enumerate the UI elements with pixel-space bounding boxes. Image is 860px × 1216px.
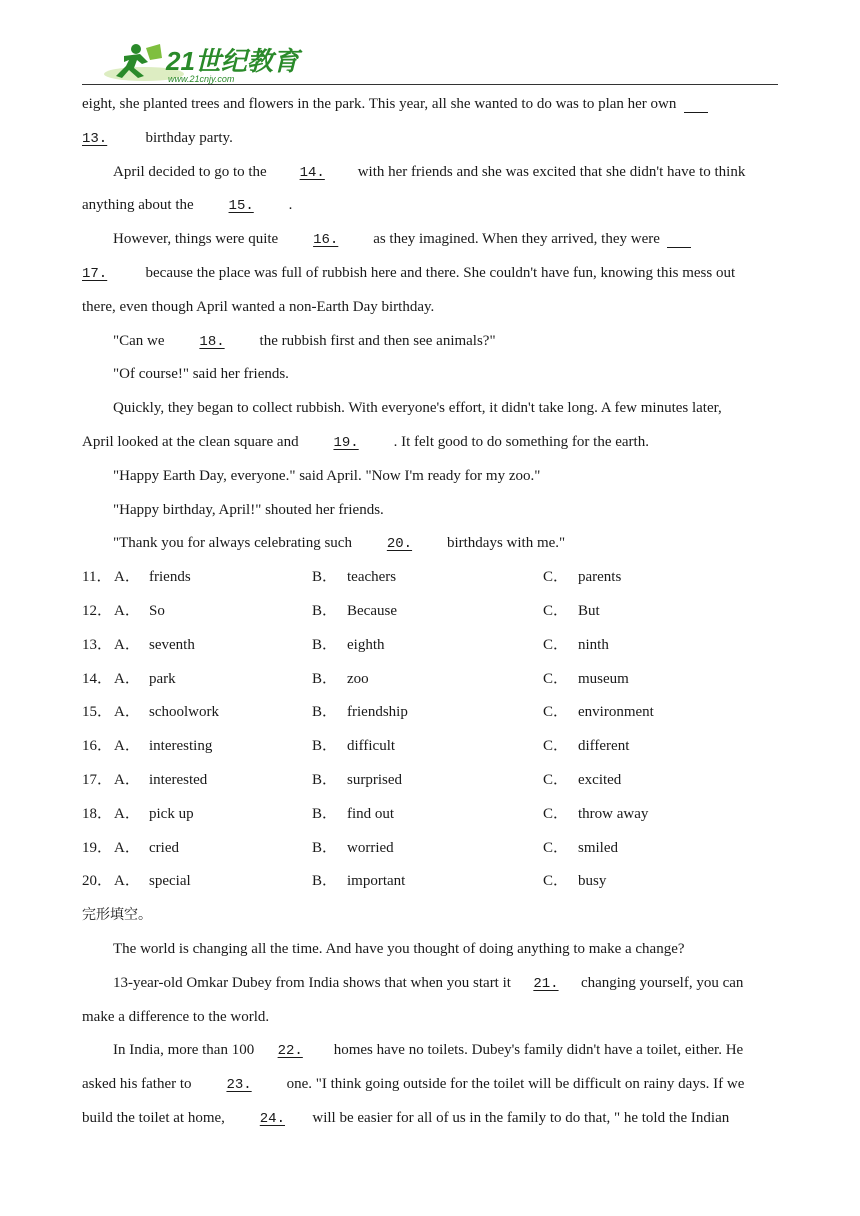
option-row: 17． A． interested B． surprised C． excited <box>82 771 622 788</box>
option-row: 14． A． park B． zoo C． museum <box>82 670 629 687</box>
text-line: there, even though April wanted a non-Earth Day birthday. <box>82 298 435 315</box>
text-line: "Can we 18. the rubbish first and then see animals?" <box>82 325 778 359</box>
option-row: 16． A． interesting B． difficult C． different <box>82 738 630 755</box>
blank-17: 17. <box>82 265 108 282</box>
text-line: make a difference to the world. <box>82 1008 270 1025</box>
text-line: "Of course!" said her friends. <box>113 366 289 383</box>
text-line: anything about the 15. . <box>82 189 778 223</box>
text-line: "Happy Earth Day, everyone." said April. "Now I'm ready for my zoo." <box>113 467 541 484</box>
text-line: 13. birthday party. <box>82 122 778 156</box>
option-row: 12． A． So B． Because C． But <box>82 602 600 619</box>
document-body <box>82 88 778 1136</box>
blank-23: 23. <box>226 1077 252 1094</box>
option-row: 19． A． cried B． worried C． smiled <box>82 839 618 856</box>
text-line: 17. because the place was full of rubbish here and there. She couldn't have fun, knowing this mess out <box>82 257 778 291</box>
section-title: 完形填空。 <box>82 907 152 924</box>
blank-18: 18. <box>199 333 225 350</box>
text-line: build the toilet at home, 24. will be easier for all of us in the family to do that, " he told the Indian <box>82 1102 778 1136</box>
text-line: "Happy birthday, April!" shouted her friends. <box>113 501 384 518</box>
option-row: 20． A． special B． important C． busy <box>82 873 607 890</box>
page-header <box>82 38 778 86</box>
blank-13: 13. <box>82 130 108 147</box>
text-line: April looked at the clean square and 19. . It felt good to do something for the earth. <box>82 426 778 460</box>
svg-text:www.21cnjy.com: www.21cnjy.com <box>168 74 235 84</box>
text-line: "Thank you for always celebrating such 20. birthdays with me." <box>82 527 778 561</box>
runner-logo-icon <box>104 42 299 84</box>
blank-15: 15. <box>228 198 254 215</box>
option-row: 15． A． schoolwork B． friendship C． environment <box>82 704 654 721</box>
blank-line <box>667 231 691 248</box>
option-row: 18． A． pick up B． find out C． throw away <box>82 805 649 822</box>
options-list <box>82 561 778 899</box>
text-line: The world is changing all the time. And have you thought of doing anything to make a change? <box>113 940 685 957</box>
text-line: Quickly, they began to collect rubbish. With everyone's effort, it didn't take long. A few minutes later, <box>113 400 722 417</box>
blank-19: 19. <box>333 434 359 451</box>
blank-21: 21. <box>533 975 559 992</box>
blank-24: 24. <box>259 1110 285 1127</box>
blank-22: 22. <box>277 1043 303 1060</box>
blank-line <box>684 96 708 113</box>
svg-text:21世纪教育: 21世纪教育 <box>166 46 299 76</box>
text-line: eight, she planted trees and flowers in the park. This year, all she wanted to do was to plan her own <box>82 88 778 122</box>
text-line: April decided to go to the 14. with her friends and she was excited that she didn't have to think <box>82 156 778 190</box>
option-row: 13． A． seventh B． eighth C． ninth <box>82 636 609 653</box>
blank-14: 14. <box>299 164 325 181</box>
blank-20: 20. <box>386 536 413 553</box>
blank-16: 16. <box>313 232 339 249</box>
option-row: 11． A． friends B． teachers C． parents <box>82 569 622 586</box>
header-divider <box>82 84 778 85</box>
text-line: 13-year-old Omkar Dubey from India shows that when you start it 21. changing yourself, you can <box>82 967 778 1001</box>
text-line: In India, more than 100 22. homes have no toilets. Dubey's family didn't have a toilet, either. He <box>82 1034 778 1068</box>
text-line: However, things were quite 16. as they imagined. When they arrived, they were <box>82 223 778 257</box>
site-logo <box>104 42 299 84</box>
text-line: asked his father to 23. one. "I think going outside for the toilet will be difficult on rainy days. If we <box>82 1068 778 1102</box>
